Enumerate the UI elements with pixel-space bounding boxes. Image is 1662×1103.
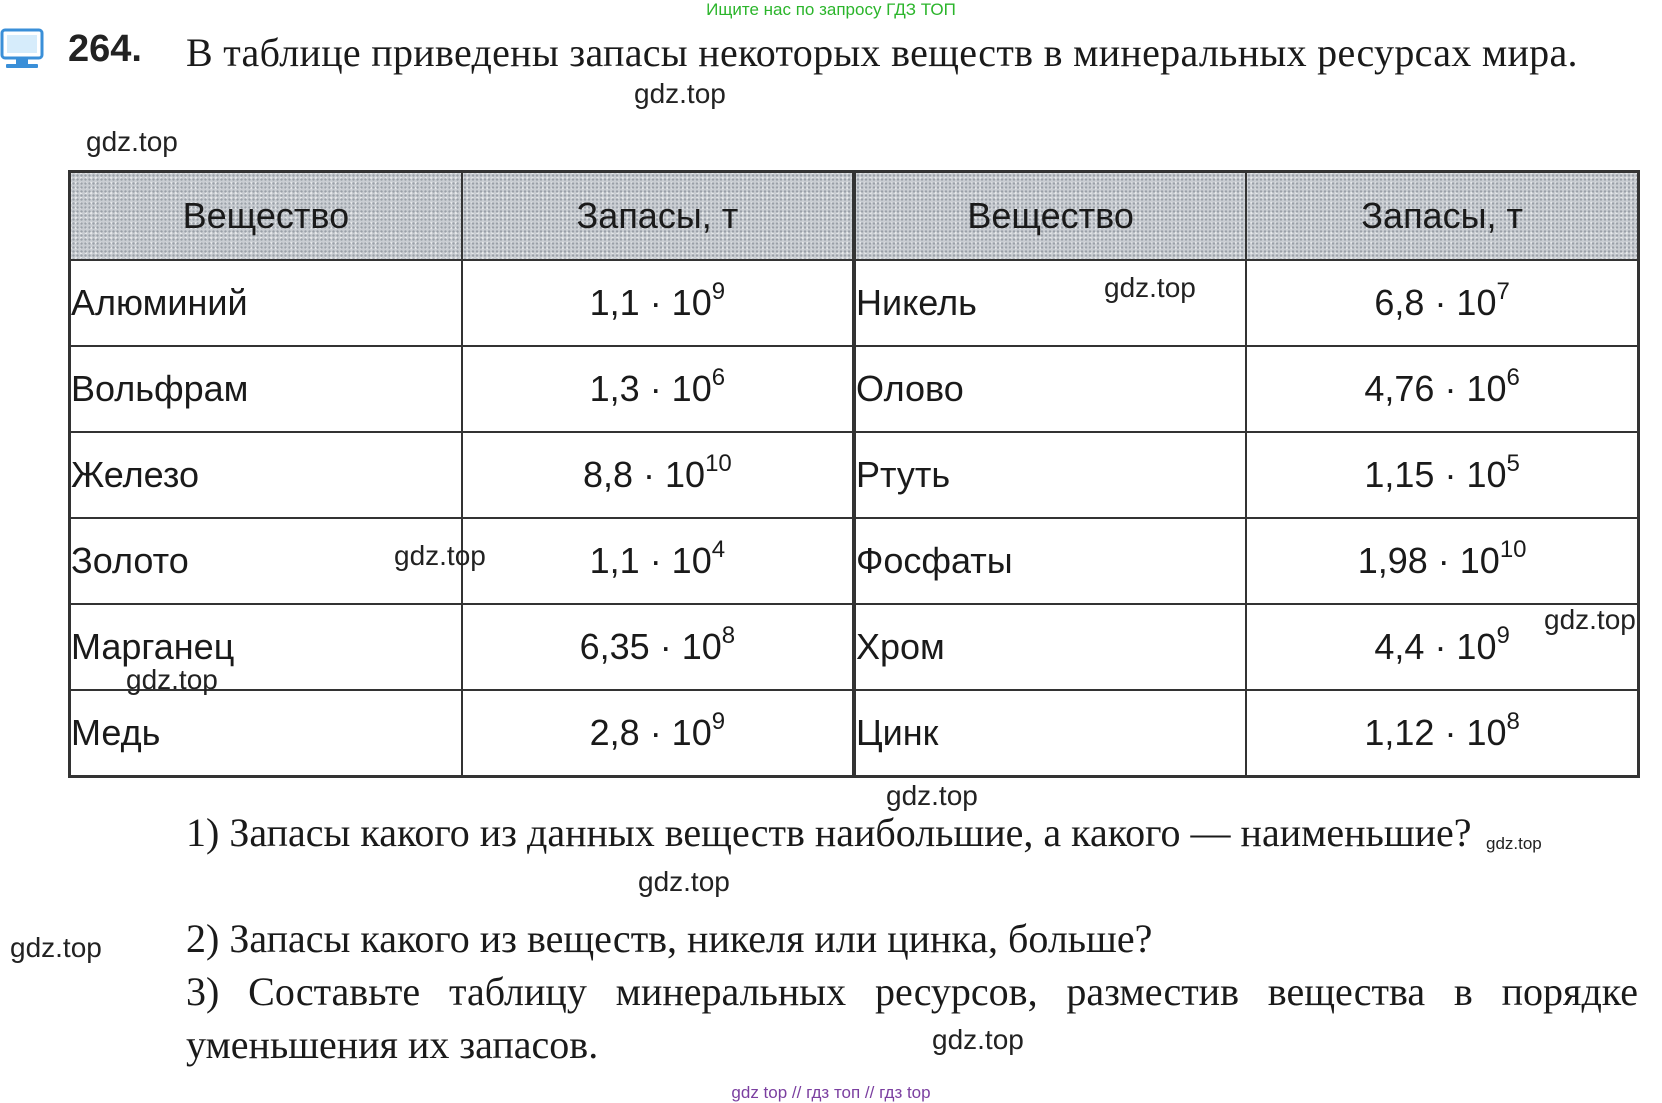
table-row [70,604,1639,690]
watermark: gdz.top [126,664,218,695]
reserve-mantissa: 1,3 · 10 [589,368,712,409]
watermark: gdz.top [1544,604,1636,635]
reserve-mantissa: 6,8 · 10 [1374,282,1497,323]
footer-links: gdz top // гдз топ // гдз top [731,1083,931,1102]
watermark: gdz.top [394,540,486,571]
substance-cell: Марганец [70,604,462,690]
computer-icon [0,28,48,70]
reserve-cell [462,690,854,777]
reserve-cell [462,346,854,432]
header-substance: Вещество [854,172,1246,261]
table-header-row [70,172,1639,261]
substance-cell: Железо [70,432,462,518]
reserve-mantissa: 2,8 · 10 [589,712,712,753]
reserve-exponent: 10 [705,450,732,477]
substance-cell: Вольфрам [70,346,462,432]
search-hint: Ищите нас по запросу ГДЗ ТОП [706,0,956,19]
question-1: 1) Запасы какого из данных веществ наибольшие, а какого — наименьшие? [186,810,1472,855]
reserve-mantissa: 1,15 · 10 [1364,454,1507,495]
watermark: gdz.top [634,78,726,109]
reserve-exponent: 9 [1496,622,1510,649]
reserve-mantissa: 1,98 · 10 [1357,540,1500,581]
reserve-mantissa: 8,8 · 10 [582,454,706,495]
substance-cell: Алюминий [70,260,462,346]
watermark: gdz.top [1104,272,1196,303]
header-reserves: Запасы, т [462,172,854,261]
resources-table [68,170,1640,778]
reserve-cell [1246,690,1638,777]
reserve-mantissa: 4,76 · 10 [1364,368,1507,409]
reserve-cell [462,260,854,346]
substance-cell: Золото [70,518,462,604]
reserve-exponent: 9 [711,278,726,305]
reserve-exponent: 8 [1506,708,1520,735]
substance-cell: Цинк [854,690,1246,777]
table-row [70,346,1639,432]
watermark: gdz.top [10,932,102,963]
table-row [70,432,1639,518]
reserve-mantissa: 1,1 · 10 [589,282,712,323]
reserve-exponent: 9 [711,708,726,735]
reserve-exponent: 8 [721,622,736,649]
task-text: В таблице приведены запасы некоторых веществ в минеральных ресурсах мира. [186,30,1578,75]
reserve-cell [1246,432,1638,518]
table-row [70,690,1639,777]
substance-cell: Фосфаты [854,518,1246,604]
substance-cell: Никель [854,260,1246,346]
substance-cell: Медь [70,690,462,777]
reserve-mantissa: 1,12 · 10 [1364,712,1507,753]
reserve-cell [462,432,854,518]
reserve-cell [1246,346,1638,432]
reserve-mantissa: 6,35 · 10 [579,626,722,667]
watermark: gdz.top [886,780,978,811]
reserve-cell [462,518,854,604]
reserve-mantissa: 1,1 · 10 [589,540,712,581]
reserve-cell [1246,518,1638,604]
reserve-exponent: 5 [1506,450,1520,477]
question-2: 2) Запасы какого из веществ, никеля или цинка, больше? [186,916,1153,961]
reserve-cell [1246,260,1638,346]
substance-cell: Ртуть [854,432,1246,518]
reserve-mantissa: 4,4 · 10 [1374,626,1497,667]
task-number: 264. [68,28,142,70]
reserve-exponent: 10 [1499,536,1527,563]
watermark: gdz.top [638,866,730,897]
substance-cell: Олово [854,346,1246,432]
table-row [70,518,1639,604]
header-substance: Вещество [70,172,462,261]
question-3: 3) Составьте таблицу минеральных ресурсов, разместив вещества в порядке уменьшения их запасов. [186,969,1638,1067]
reserve-exponent: 6 [1506,364,1520,391]
reserve-exponent: 6 [711,364,726,391]
reserve-exponent: 4 [711,536,726,563]
watermark: gdz.top [86,126,178,157]
reserve-cell [462,604,854,690]
substance-cell: Хром [854,604,1246,690]
header-reserves: Запасы, т [1246,172,1638,261]
watermark: gdz.top [1486,834,1542,853]
table-row [70,260,1639,346]
watermark: gdz.top [932,1024,1024,1055]
reserve-exponent: 7 [1496,278,1510,305]
